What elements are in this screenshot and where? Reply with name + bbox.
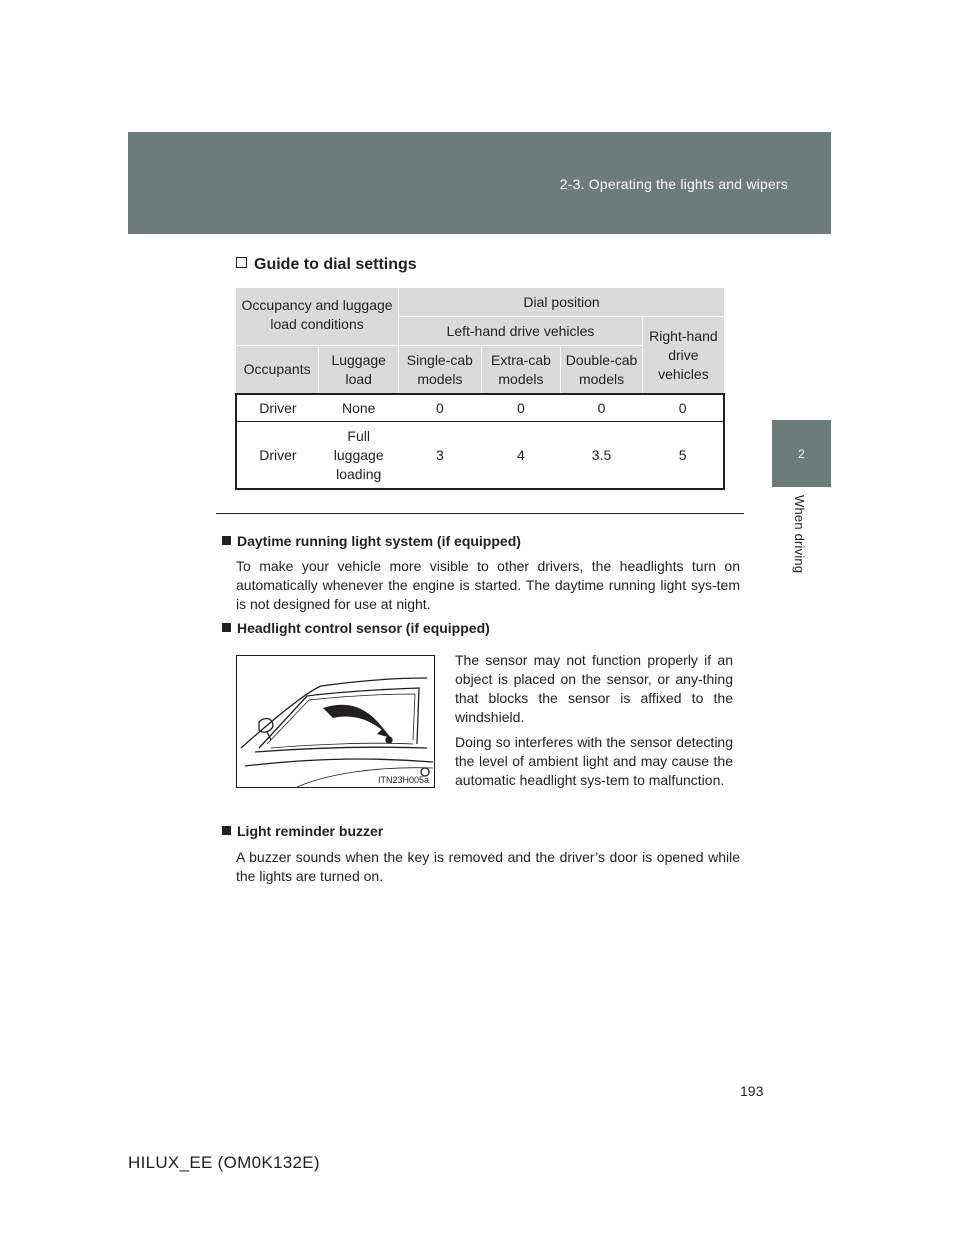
chapter-label: When driving [792, 495, 807, 574]
sensor-heading [222, 620, 490, 636]
drl-text: To make your vehicle more visible to other drivers, the headlights turn on automatically whenever the engine is started. The daytime running light sys-tem is not designed for use at night. [236, 558, 740, 612]
document-id: HILUX_EE (OM0K132E) [128, 1153, 320, 1172]
dial-position-header: Dial position [399, 288, 724, 317]
extra-cab-header: Extra-cab models [481, 346, 561, 395]
cell-double: 3.5 [561, 422, 643, 490]
cell-rhd: 0 [642, 394, 724, 422]
table-row [236, 394, 724, 422]
dial-settings-table [235, 288, 725, 490]
cell-rhd: 5 [642, 422, 724, 490]
chapter-tab [772, 420, 831, 487]
cell-luggage: Full luggage loading [319, 422, 399, 490]
cell-single: 0 [399, 394, 482, 422]
sensor-heading-text: Headlight control sensor (if equipped) [237, 620, 490, 636]
filled-square-bullet-icon [222, 536, 231, 545]
section-divider [216, 513, 744, 514]
buzzer-heading [222, 823, 383, 839]
rhd-header: Right-hand drive vehicles [642, 317, 724, 395]
cell-single: 3 [399, 422, 482, 490]
chapter-number: 2 [798, 447, 805, 461]
lhd-header: Left-hand drive vehicles [399, 317, 643, 346]
drl-heading [222, 533, 521, 549]
luggage-header: Luggage load [319, 346, 399, 395]
cell-extra: 4 [481, 422, 561, 490]
guide-heading [236, 256, 417, 274]
windshield-sensor-illustration [236, 655, 435, 788]
header-band [128, 132, 831, 234]
sensor-text-1: The sensor may not function properly if an object is placed on the sensor, or any-thing that blocks the sensor is affixed to the windshield. [455, 652, 733, 725]
buzzer-heading-text: Light reminder buzzer [237, 823, 384, 839]
double-cab-header: Double-cab models [561, 346, 643, 395]
cell-extra: 0 [481, 394, 561, 422]
buzzer-text: A buzzer sounds when the key is removed and the driver’s door is opened while the lights are turned on. [236, 849, 740, 884]
filled-square-bullet-icon [222, 826, 231, 835]
cell-luggage: None [319, 394, 399, 422]
sensor-text-2: Doing so interferes with the sensor detecting the level of ambient light and may cause the automatic headlight sys-tem to malfunction. [455, 734, 733, 788]
occupants-header: Occupants [236, 346, 319, 395]
cell-occupants: Driver [236, 422, 319, 490]
illustration-code: ITN23H005a [377, 775, 429, 785]
cell-occupants: Driver [236, 394, 319, 422]
filled-square-bullet-icon [222, 623, 231, 632]
page-number: 193 [740, 1083, 764, 1099]
guide-heading-text: Guide to dial settings [254, 256, 417, 273]
single-cab-header: Single-cab models [399, 346, 482, 395]
cell-double: 0 [561, 394, 643, 422]
square-bullet-icon [236, 257, 247, 268]
section-title: 2-3. Operating the lights and wipers [559, 176, 788, 192]
table-row [236, 422, 724, 490]
car-windshield-icon [237, 656, 434, 787]
drl-heading-text: Daytime running light system (if equipped) [237, 533, 521, 549]
occupancy-header: Occupancy and luggage load conditions [236, 288, 399, 346]
